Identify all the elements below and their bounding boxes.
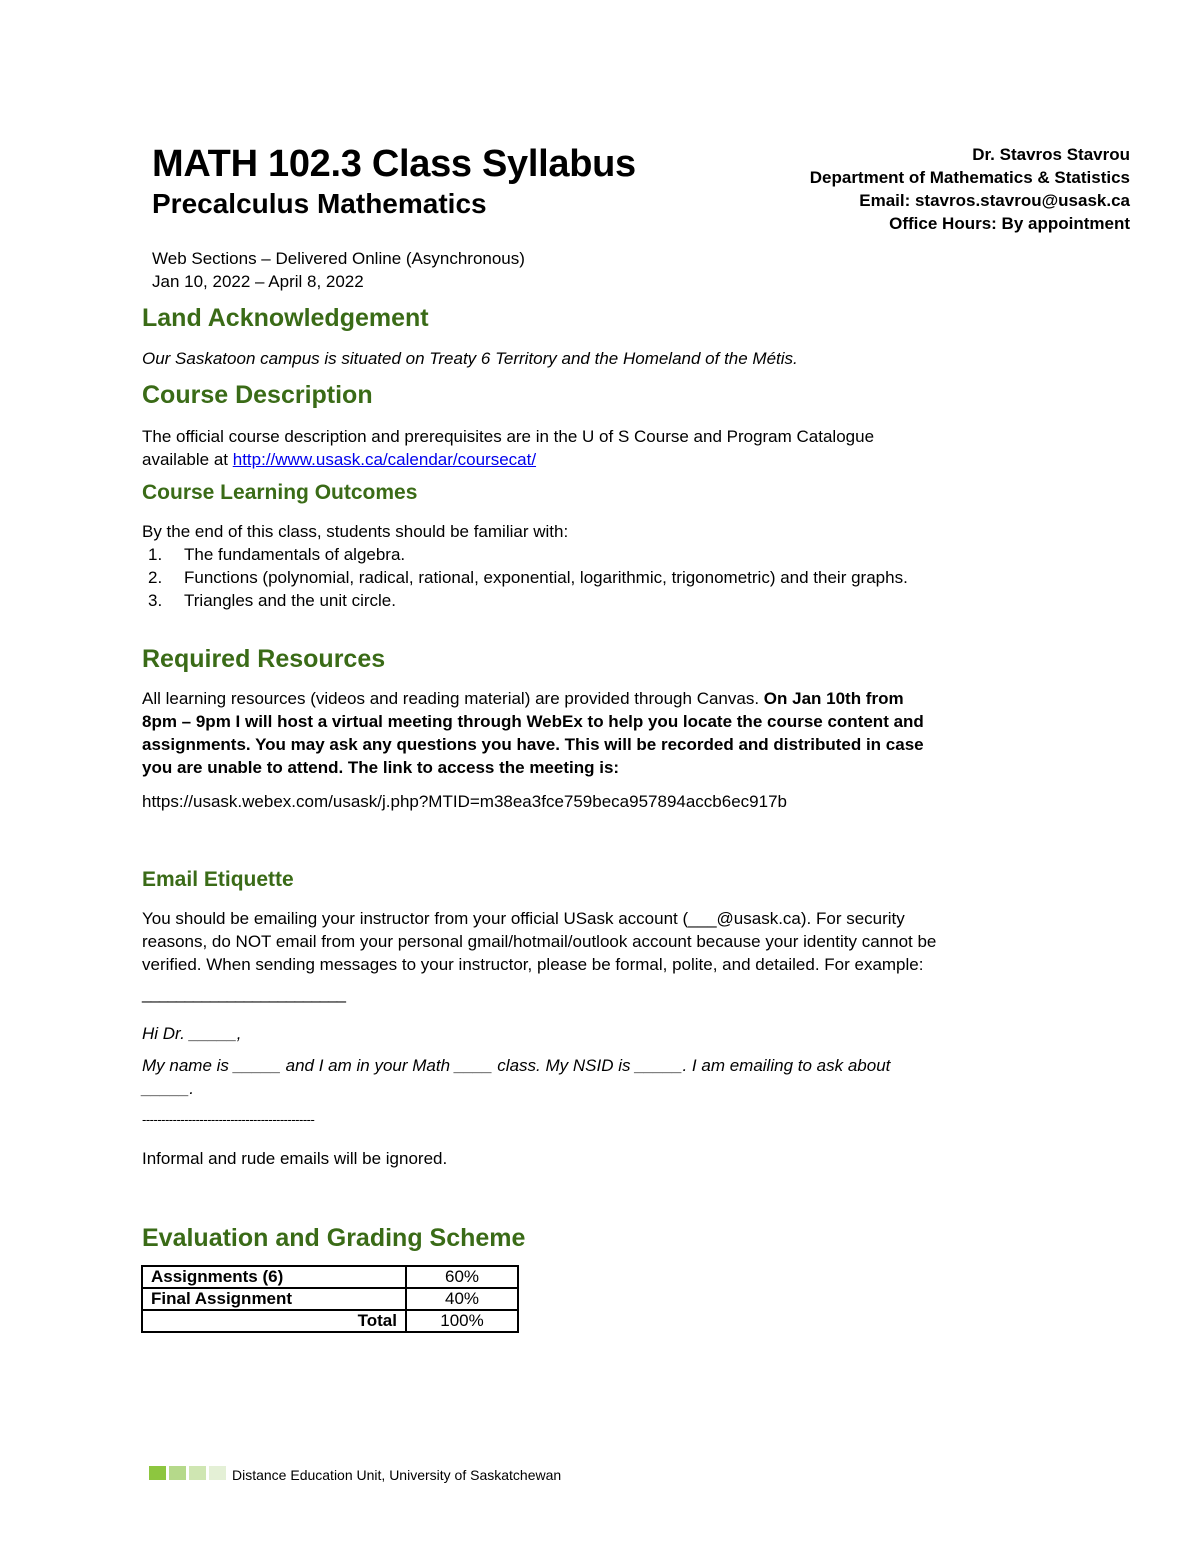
instructor-info	[810, 143, 1130, 235]
logo-square	[149, 1466, 166, 1480]
required-resources-heading: Required Resources	[142, 645, 386, 673]
learning-outcomes-list	[142, 543, 908, 612]
required-resources-text: All learning resources (videos and reading material) are provided through Canvas. On Jan 10th from 8pm – 9pm I will host a virtual meeting through WebEx to help you locate the course content and assignments. You may ask any questions you have. This will be recorded and distributed in case you are unable to attend. The link to access the meeting is:	[142, 689, 924, 777]
land-acknowledgement-heading: Land Acknowledgement	[142, 304, 429, 332]
course-description-text	[142, 425, 874, 471]
list-item: 3. Triangles and the unit circle.	[148, 591, 396, 610]
page-title: MATH 102.3 Class Syllabus	[152, 143, 636, 185]
email-etiquette-text: You should be emailing your instructor from your official USask account (___@usask.ca). For security reasons, do NOT email from your personal gmail/hotmail/outlook account because your identity cannot be verified. When sending messages to your instructor, please be formal, polite, and detailed. For example:	[142, 909, 937, 974]
instructor-department: Department of Mathematics & Statistics	[809, 168, 1130, 187]
available-at-label: available at	[142, 450, 233, 469]
table-row: Assignments (6) 60%	[142, 1266, 518, 1288]
table-row: Final Assignment 40%	[142, 1288, 518, 1310]
example-divider-bottom: ---------------------------------------------	[142, 1112, 315, 1127]
example-body-line: My name is _____ and I am in your Math ____ class. My NSID is _____. I am emailing to ask about	[142, 1056, 891, 1075]
list-item: 2. Functions (polynomial, radical, rational, exponential, logarithmic, trigonometric) and their graphs.	[148, 568, 908, 587]
email-warning: Informal and rude emails will be ignored.	[142, 1149, 448, 1168]
course-description-line	[142, 448, 874, 471]
instructor-email: Email: stavros.stavrou@usask.ca	[859, 191, 1130, 210]
course-description-heading: Course Description	[142, 381, 373, 409]
grading-heading: Evaluation and Grading Scheme	[142, 1224, 526, 1252]
grading-table	[141, 1265, 519, 1333]
delivery-mode: Web Sections – Delivered Online (Asynchronous)	[152, 249, 525, 268]
example-divider-top: ________________________	[142, 984, 345, 1003]
term-dates: Jan 10, 2022 – April 8, 2022	[152, 272, 364, 291]
instructor-name: Dr. Stavros Stavrou	[972, 145, 1130, 164]
footer-text: Distance Education Unit, University of Saskatchewan	[232, 1467, 562, 1483]
list-item: 1. The fundamentals of algebra.	[148, 545, 406, 564]
example-greeting: Hi Dr. _____,	[142, 1024, 242, 1043]
logo-square	[169, 1466, 186, 1480]
course-catalogue-link[interactable]: http://www.usask.ca/calendar/coursecat/	[232, 450, 537, 469]
email-etiquette-heading: Email Etiquette	[142, 868, 294, 891]
learning-outcomes-intro: By the end of this class, students should be familiar with:	[142, 522, 569, 541]
page-subtitle: Precalculus Mathematics	[152, 188, 487, 219]
course-description-line: The official course description and prerequisites are in the U of S Course and Program Catalogue	[142, 427, 875, 446]
land-acknowledgement-text: Our Saskatoon campus is situated on Treaty 6 Territory and the Homeland of the Métis.	[142, 349, 798, 368]
learning-outcomes-heading: Course Learning Outcomes	[142, 481, 418, 504]
table-row: Total 100%	[142, 1310, 518, 1332]
example-body-line: _____.	[142, 1079, 194, 1098]
logo-square	[209, 1466, 226, 1480]
meeting-url[interactable]: https://usask.webex.com/usask/j.php?MTID=m38ea3fce759beca957894accb6ec917b	[142, 792, 787, 811]
logo-square	[189, 1466, 206, 1480]
footer-logo-squares	[149, 1466, 226, 1480]
instructor-office-hours: Office Hours: By appointment	[889, 214, 1130, 233]
